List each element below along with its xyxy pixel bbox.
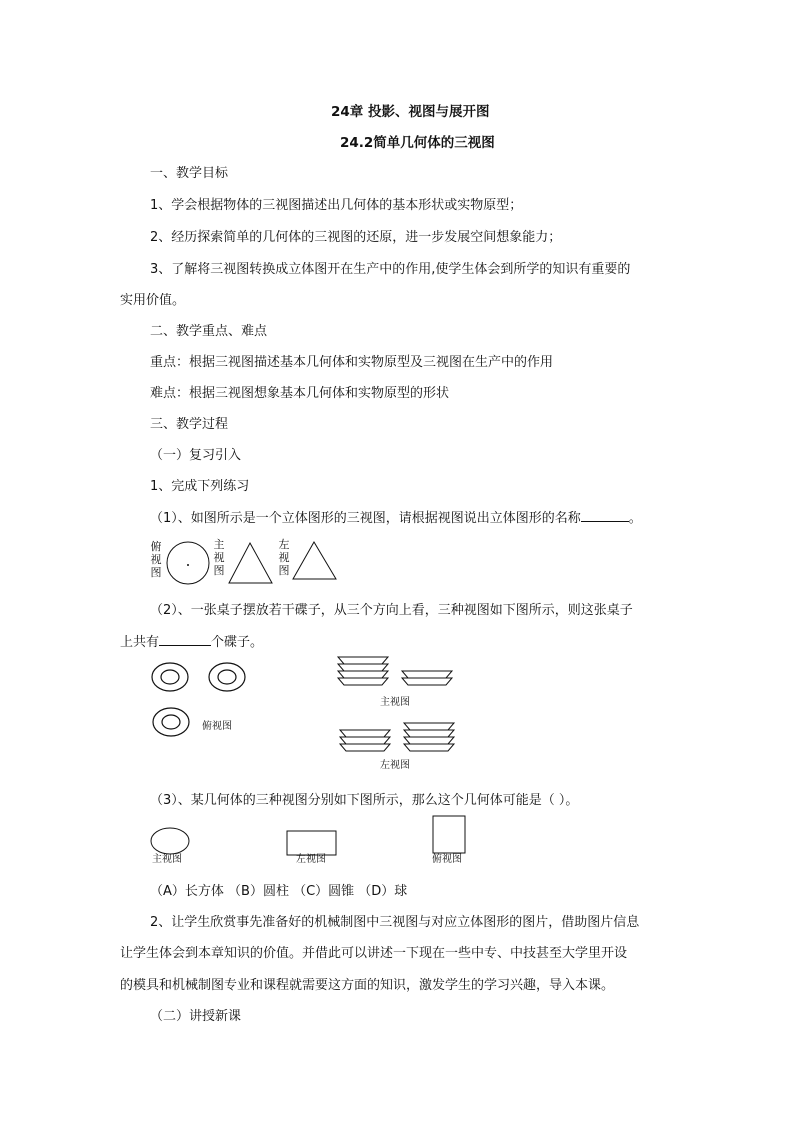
fig1-front-triangle	[228, 540, 278, 590]
fig2-left-view	[338, 720, 458, 760]
rectangle-shape	[433, 816, 465, 853]
circle-shape	[167, 542, 209, 584]
fig2-front-view-label: 主视图	[380, 697, 410, 708]
goal-1: 1、学会根据物体的三视图描述出几何体的基本形状或实物原型；	[150, 198, 523, 213]
exercise-heading: 1、完成下列练习	[150, 479, 250, 494]
fig3-left-view-label: 左视图	[296, 854, 326, 865]
rectangle-shape	[287, 831, 336, 855]
goal-3-line-2: 实用价值。	[120, 293, 186, 308]
goal-3-line-1: 3、了解将三视图转换成立体图开在生产中的作用,使学生体会到所学的知识有重要的	[150, 262, 631, 277]
section-title: 24.2简单几何体的三视图	[340, 135, 495, 151]
goal-2: 2、经历探索简单的几何体的三视图的还原，进一步发展空间想象能力；	[150, 230, 562, 245]
answer-options: （A）长方体 （B）圆柱 （C）圆锥 （D）球	[150, 884, 408, 899]
fig2-front-view	[336, 655, 456, 695]
question-1-text: （1）、如图所示是一个立体图形的三视图，请根据视图说出立体图形的名称	[150, 511, 581, 526]
heading-key-points: 二、教学重点、难点	[150, 324, 268, 339]
fig3-front-view-label: 主视图	[152, 854, 182, 865]
question-2-end: 个碟子。	[211, 635, 264, 650]
fig3-top-view-label: 俯视图	[432, 854, 462, 865]
heading-objectives: 一、教学目标	[150, 166, 229, 181]
question-1	[150, 510, 642, 528]
plate-stack-4	[338, 657, 388, 685]
question-2-line-2	[120, 634, 263, 652]
plate-top-3	[153, 708, 189, 736]
paragraph-2-line-3: 的模具和机械制图专业和课程就需要这方面的知识，激发学生的学习兴趣，导入本课。	[120, 978, 615, 993]
center-dot	[187, 564, 189, 566]
answer-blank-1[interactable]	[581, 521, 629, 522]
fig1-front-view-label: 主视图	[213, 538, 225, 577]
fig2-left-view-label: 左视图	[380, 760, 410, 771]
fig2-top-view-label: 俯视图	[202, 721, 232, 732]
subheading-new-lesson: （二）讲授新课	[150, 1009, 242, 1024]
plate-stack-4b	[404, 723, 454, 751]
question-3: （3）、某几何体的三种视图分别如下图所示，那么这个几何体可能是（ ）。	[150, 793, 579, 808]
plate-top-1	[152, 663, 188, 691]
difficult-point: 难点：根据三视图想象基本几何体和实物原型的形状	[150, 386, 450, 401]
paragraph-2-line-2: 让学生体会到本章知识的价值。并借此可以讲述一下现在一些中专、中技甚至大学里开设	[120, 946, 628, 961]
heading-process: 三、教学过程	[150, 417, 229, 432]
fig1-left-view-label: 左视图	[278, 538, 290, 577]
plate-stack-3	[340, 730, 390, 751]
question-2-text: 上共有	[120, 635, 160, 650]
chapter-title: 24章 投影、视图与展开图	[331, 104, 490, 120]
fig1-top-view-label: 俯视图	[150, 540, 162, 579]
ellipse-shape	[151, 828, 189, 854]
paragraph-2-line-1: 2、让学生欣赏事先准备好的机械制图中三视图与对应立体图形的图片，借助图片信息	[150, 915, 640, 930]
plate-stack-2	[402, 671, 452, 685]
fig3-front-view	[150, 827, 194, 857]
key-point: 重点：根据三视图描述基本几何体和实物原型及三视图在生产中的作用	[150, 355, 554, 370]
fig1-left-triangle	[292, 540, 342, 590]
question-1-end: 。	[628, 511, 642, 526]
subheading-review: （一）复习引入	[150, 448, 242, 463]
answer-blank-2[interactable]	[159, 645, 211, 646]
fig1-circle-view	[165, 540, 215, 590]
question-2-line-1: （2）、一张桌子摆放若干碟子，从三个方向上看，三种视图如下图所示，则这张桌子	[150, 603, 633, 618]
triangle-shape	[229, 543, 272, 583]
triangle-shape	[293, 542, 336, 579]
plate-top-2	[209, 663, 245, 691]
fig3-top-view	[432, 815, 468, 857]
